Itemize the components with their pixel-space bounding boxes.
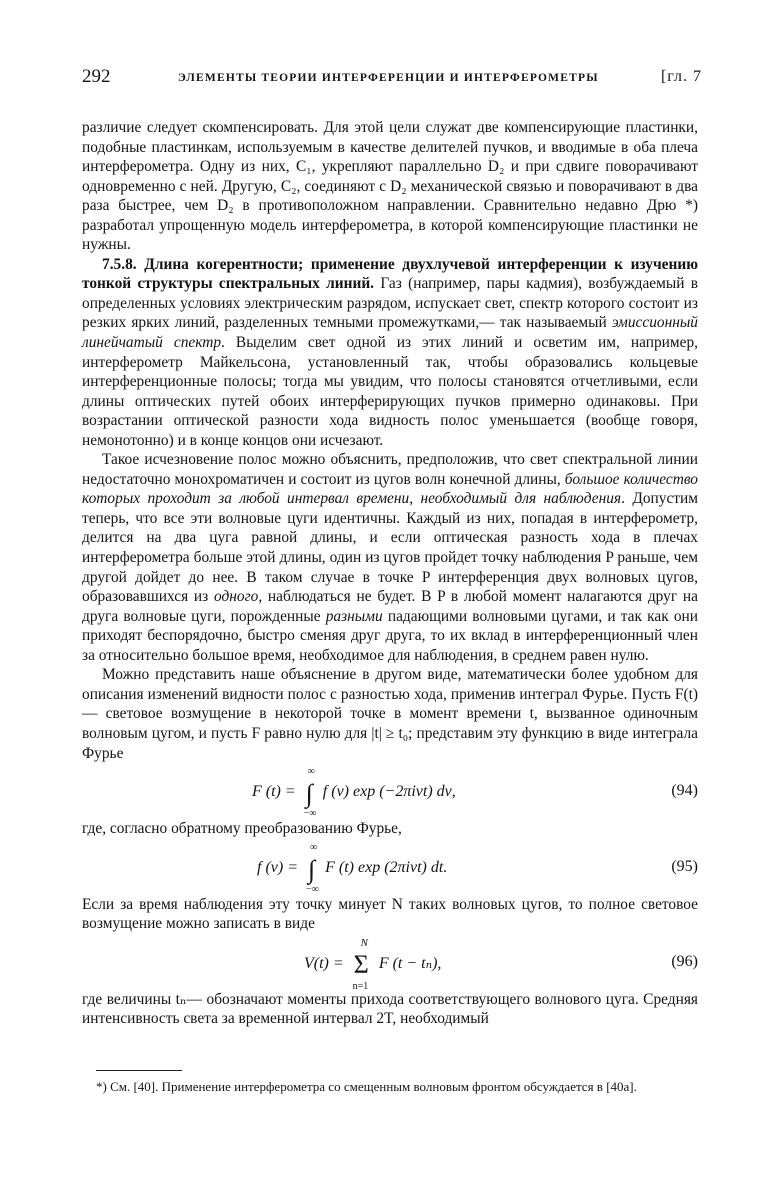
- equation-number: (94): [671, 782, 698, 800]
- summation-sign: Σ N n=1: [352, 936, 369, 992]
- equation-94: [82, 763, 698, 819]
- paragraph-fourier: Можно представить наше объяснение в другом виде, математически более удобном для описания изменений видности полос с разностью хода, применив интеграл Фурье. Пусть F(t) — световое возмущение в некоторой точке в момент времени t, вызванное одиночным волновым цугом, и пусть F равно нулю для |t| ≥ t₀; представим эту функцию в виде интеграла Фурье: [82, 666, 698, 762]
- emphasis-term: эмиссионный линейчатый спектр: [82, 314, 698, 352]
- paragraph-arrival-times: где величины tₙ— обозначают моменты прихода соответствующего волнового цуга. Средняя интенсивность света за временной интервал 2T, необходимый: [82, 990, 698, 1028]
- equation-body: F (t) exp (2πiνt) dt.: [325, 858, 448, 876]
- equation-body: F (t − tₙ),: [378, 954, 442, 972]
- paragraph-wave-train-sum: Если за время наблюдения эту точку минует N таких волновых цугов, то полное световое возмущение можно записать в виде: [82, 895, 698, 933]
- running-header: [82, 64, 702, 90]
- paragraph-wave-trains: Такое исчезновение полос можно объяснить, предположив, что свет спектральной линии недостаточно монохроматичен и состоит из цугов волн конечной длины, большое количество которых проходит за любой интервал времени, необходимый для наблюдения. Допустим теперь, что все эти волновые цуги идентичны. Каждый из них, попадая в интерферометр, делится на два цуга равной длины, и если оптическая разность хода в плечах интерферометра больше этой длины, один из цугов пройдет точку наблюдения P раньше, чем другой дойдет до нее. В таком случае в точке P интерференция двух волновых цугов, образовавшихся из одного, наблюдаться не будет. В P в любой момент налагаются друг на друга волновые цуги, порожденные разными падающими волновыми цугами, и так как они приходят беспорядочно, быстро сменяя друг друга, то их вклад в интерференционный член за относительно большое время, необходимое для наблюдения, в среднем равен нулю.: [82, 451, 699, 664]
- equation-96: [82, 934, 698, 990]
- paragraph-compensating-plates: различие следует скомпенсировать. Для этой цели служат две компенсирующие пластинки, подобные пластинкам, используемым в качестве делителей пучков, и вводимые в оба плеча интерферометра. Одну из них, C₁, укрепляют параллельно D₂ и при сдвиге поворачивают одновременно с ней. Другую, C₂, соединяют с D₂ механической связью и поворачивают в два раза быстрее, чем D₂ в противоположном направлении. Сравнительно недавно Дрю *) разработал упрощенную модель интерферометра, в которой компенсирующие пластинки не нужны.: [82, 119, 698, 254]
- page-number: 292: [82, 66, 111, 87]
- footnote-divider: [96, 1070, 182, 1071]
- emphasis-word: одного: [214, 588, 259, 606]
- equation-body: f (ν) exp (−2πiνt) dν,: [322, 783, 456, 801]
- chapter-label: [гл. 7: [660, 68, 702, 85]
- equation-number: (96): [671, 952, 698, 970]
- emphasis-word: разными: [325, 607, 383, 625]
- equation-95: [82, 839, 698, 895]
- section-heading: 7.5.8. Длина когерентности; применение двухлучевой интерференции к изучению тонкой структуры спектральных линий.: [82, 255, 698, 293]
- footnote-text: *) См. [40]. Применение интерферометра со смещенным волновым фронтом обсуждается в [40а].: [96, 1079, 637, 1094]
- equation-number: (95): [671, 857, 698, 875]
- equation-lhs: V(t) =: [304, 954, 344, 972]
- paragraph-coherence-length: 7.5.8. Длина когерентности; применение двухлучевой интерференции к изучению тонкой структуры спектральных линий. Газ (например, пары кадмия), возбуждаемый в определенных условиях электрическим разрядом, испускает свет, спектр которого состоит из резких ярких линий, разделенных темными промежутками,— так называемый эмиссионный линейчатый спектр. Выделим свет одной из этих линий и осветим им, например, интерферометр Майкельсона, установленный так, чтобы образовались кольцевые интерференционные полосы; тогда мы увидим, что полосы становятся отчетливыми, если длины оптических путей обоих интерферирующих пучков примерно одинаковы. При возрастании оптической разности хода видность полос уменьшается (вообще говоря, немонотонно) и в конце концов они исчезают.: [82, 255, 699, 449]
- equation-lhs: F (t) =: [252, 783, 296, 801]
- integral-sign: ∫ ∞ −∞: [303, 766, 317, 820]
- integral-sign: ∫ ∞ −∞: [306, 841, 319, 895]
- emphasis-text: большое количество которых проходит за любой интервал времени, необходимый для наблюдения: [82, 470, 698, 508]
- main-text: [82, 118, 698, 1029]
- equation-lhs: f (ν) =: [257, 858, 298, 876]
- paragraph-inverse-fourier: где, согласно обратному преобразованию Фурье,: [82, 820, 402, 838]
- running-title: ЭЛЕМЕНТЫ ТЕОРИИ ИНТЕРФЕРЕНЦИИ И ИНТЕРФЕРОМЕТРЫ: [178, 72, 599, 84]
- footnote: [82, 1078, 698, 1095]
